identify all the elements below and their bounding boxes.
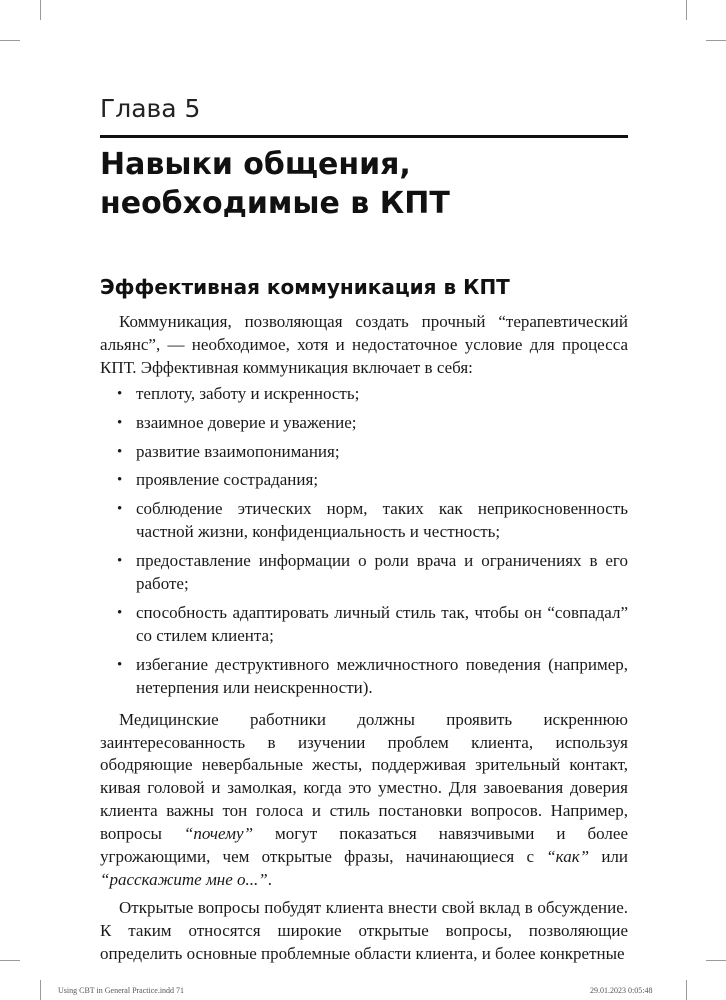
bullet-item <box>100 383 628 406</box>
bullet-text: развитие взаимопонимания; <box>136 441 340 461</box>
bullet-icon: • <box>117 443 123 460</box>
bullet-icon: • <box>117 414 123 431</box>
body-text <box>100 311 628 966</box>
bullet-icon: • <box>117 656 123 673</box>
bullet-item <box>100 498 628 544</box>
crop-mark-top-left <box>40 0 41 20</box>
crop-mark-top-right <box>686 0 687 20</box>
paragraph-2-part3: или <box>589 847 629 867</box>
crop-mark-top-right-h <box>706 40 726 41</box>
bullet-icon: • <box>117 553 123 570</box>
bullet-icon: • <box>117 604 123 621</box>
paragraph-2-part2: могут показаться навязчивыми и более угрожающими, чем открытые фразы, начинающиеся с <box>100 824 628 867</box>
paragraph-2-italic3: “расскажите мне о...” <box>100 869 268 889</box>
footer-file: Using CBT in General Practice.indd 71 <box>58 986 185 995</box>
bullet-item <box>100 412 628 435</box>
bullet-list <box>100 383 628 700</box>
paragraph-2-part4: . <box>267 869 272 889</box>
bullet-text: избегание деструктивного межличностного поведения (например, нетерпения или неискренности). <box>136 654 628 697</box>
section-heading: Эффективная коммуникация в КПТ <box>100 275 510 299</box>
crop-mark-bottom-left-h <box>0 960 20 961</box>
bullet-icon: • <box>117 385 123 402</box>
crop-mark-bottom-right-h <box>706 960 726 961</box>
paragraph-2-part1: Медицинские работники должны проявить искреннюю заинтересованность в изучении проблем клиента, используя ободряющие невербальные жесты, поддерживая зрительный контакт, кивая головой и замолкая, когда это уместно. Для завоевания доверия клиента важны тон голоса и стиль постановки вопросов. Например, вопросы <box>100 709 628 844</box>
bullet-text: проявление сострадания; <box>136 470 319 490</box>
chapter-rule <box>100 135 628 138</box>
paragraph-2-italic1: “почему” <box>183 824 254 844</box>
bullet-text: способность адаптировать личный стиль так, чтобы он “совпадал” со стилем клиента; <box>136 602 628 645</box>
bullet-text: соблюдение этических норм, таких как неприкосновенность частной жизни, конфиденциальность и честность; <box>136 499 628 542</box>
intro-paragraph: Коммуникация, позволяющая создать прочный “терапевтический альянс”, — необходимое, хотя и недостаточное условие для процесса КПТ. Эффективная коммуникация включает в себя: <box>100 312 628 377</box>
crop-mark-top-left-h <box>0 40 20 41</box>
bullet-text: взаимное доверие и уважение; <box>136 412 357 432</box>
bullet-item <box>100 550 628 596</box>
bullet-icon: • <box>117 501 123 518</box>
paragraph-3: Открытые вопросы побудят клиента внести свой вклад в обсуждение. К таким относятся широкие открытые вопросы, позволяющие определить основные проблемные области клиента, и более конкретные <box>100 897 628 963</box>
bullet-text: теплоту, заботу и искренность; <box>136 383 360 403</box>
bullet-item <box>100 654 628 700</box>
footer-timestamp: 29.01.2023 0:05:48 <box>590 986 653 995</box>
bullet-item <box>100 441 628 464</box>
chapter-title-line2: необходимые в КПТ <box>100 186 450 221</box>
chapter-label: Глава 5 <box>100 94 201 123</box>
bullet-item <box>100 602 628 648</box>
chapter-title <box>100 145 628 223</box>
paragraph-2 <box>100 709 628 892</box>
bullet-item <box>100 469 628 492</box>
chapter-title-line1: Навыки общения, <box>100 147 411 182</box>
bullet-icon: • <box>117 472 123 489</box>
bullet-text: предоставление информации о роли врача и ограничениях в его работе; <box>136 551 628 594</box>
crop-mark-bottom-right <box>686 980 687 1000</box>
crop-mark-bottom-left <box>40 980 41 1000</box>
paragraph-2-italic2: “как” <box>546 847 590 867</box>
